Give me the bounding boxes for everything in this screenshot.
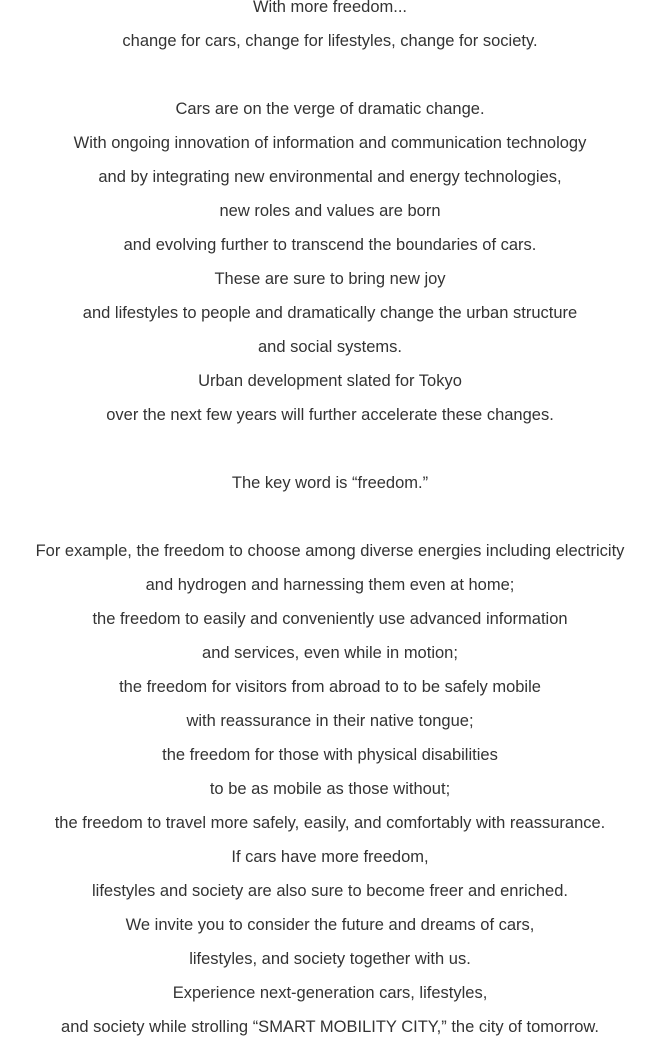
text-line: the freedom to travel more safely, easily, and comfortably with reassurance. xyxy=(54,814,606,832)
text-line: With ongoing innovation of information and communication technology xyxy=(73,134,587,152)
text-line: change for cars, change for lifestyles, change for society. xyxy=(122,32,538,50)
text-line: Urban development slated for Tokyo xyxy=(198,372,462,390)
text-line: These are sure to bring new joy xyxy=(214,270,446,288)
text-line: lifestyles, and society together with us. xyxy=(189,950,471,968)
blank-line xyxy=(0,432,660,466)
text-line: With more freedom... xyxy=(252,0,408,16)
text-line: and evolving further to transcend the boundaries of cars. xyxy=(123,236,537,254)
text-line: the freedom to easily and conveniently use advanced information xyxy=(92,610,568,628)
text-line: to be as mobile as those without; xyxy=(209,780,451,798)
blank-line xyxy=(0,58,660,92)
text-line: and services, even while in motion; xyxy=(202,644,458,662)
text-line: If cars have more freedom, xyxy=(231,848,429,866)
text-line: We invite you to consider the future and dreams of cars, xyxy=(125,916,535,934)
text-line: with reassurance in their native tongue; xyxy=(186,712,474,730)
text-line: and society while strolling “SMART MOBILITY CITY,” the city of tomorrow. xyxy=(61,1018,599,1036)
text-line: new roles and values are born xyxy=(219,202,441,220)
text-line: lifestyles and society are also sure to become freer and enriched. xyxy=(91,882,568,900)
text-line: and social systems. xyxy=(258,338,402,356)
text-line: the freedom for visitors from abroad to to be safely mobile xyxy=(119,678,541,696)
text-line: and hydrogen and harnessing them even at home; xyxy=(145,576,515,594)
key-word-line: The key word is “freedom.” xyxy=(231,474,429,492)
blank-line xyxy=(0,500,660,534)
text-line: For example, the freedom to choose among diverse energies including electricity xyxy=(35,542,625,560)
text-line: Cars are on the verge of dramatic change. xyxy=(175,100,485,118)
text-line: Experience next-generation cars, lifestyles, xyxy=(172,984,488,1002)
text-line: and by integrating new environmental and energy technologies, xyxy=(98,168,562,186)
text-line: the freedom for those with physical disabilities xyxy=(162,746,498,764)
text-line: and lifestyles to people and dramatically change the urban structure xyxy=(82,304,578,322)
text-line: over the next few years will further accelerate these changes. xyxy=(106,406,554,424)
